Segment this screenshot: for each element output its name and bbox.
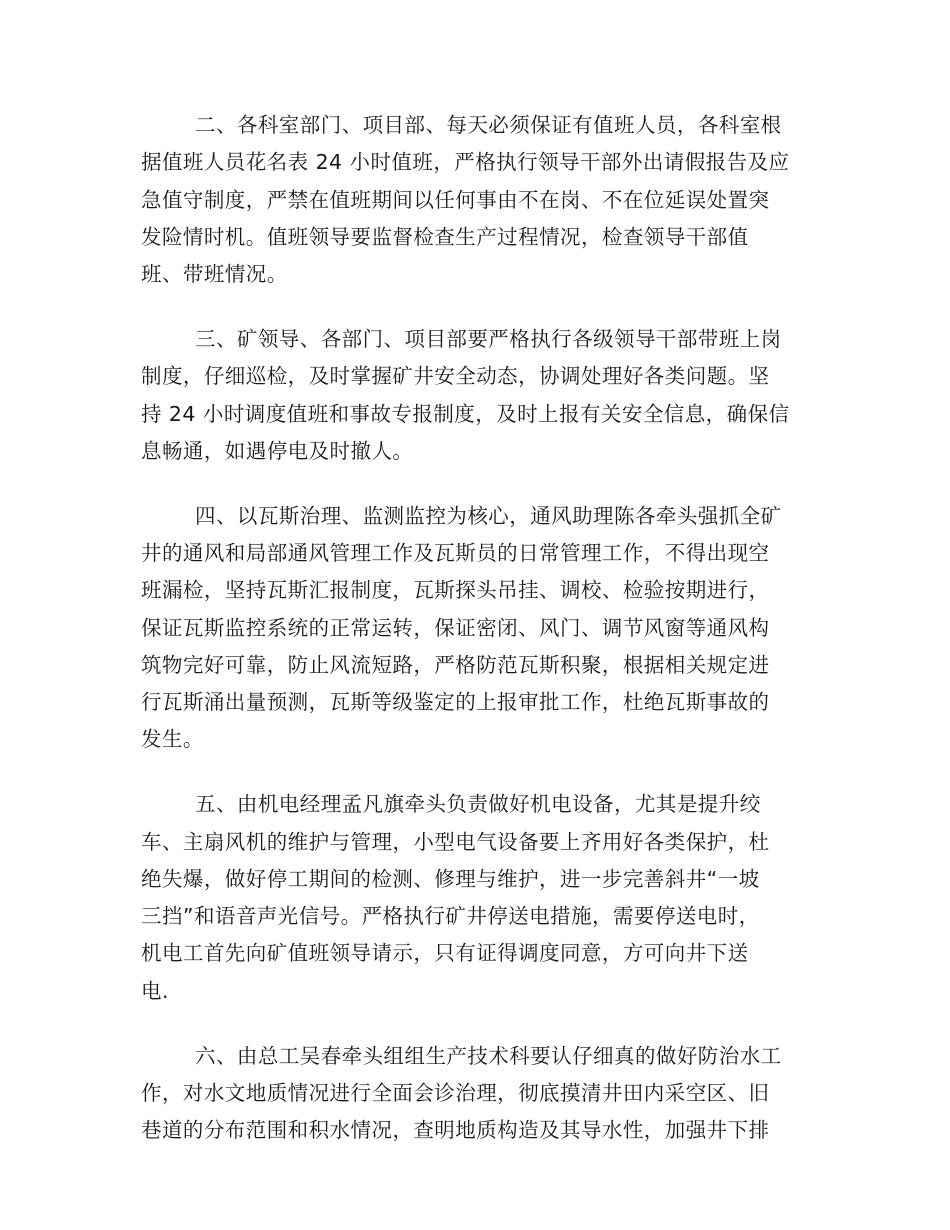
text-line: 发险情时机。值班领导要监督检查生产过程情况，检查领导干部值 [141, 224, 749, 249]
text-line: 电. [141, 978, 169, 1003]
text-line: 息畅通，如遇停电及时撤人。 [141, 438, 414, 463]
paragraph-duty-staffing [141, 107, 821, 293]
text-line: 据值班人员花名表 24 小时值班，严格执行领导干部外出请假报告及应 [141, 150, 790, 175]
text-line: 班漏检，坚持瓦斯汇报制度，瓦斯探头吊挂、调校、检验按期进行， [141, 578, 770, 603]
text-line: 车、主扇风机的维护与管理，小型电气设备要上齐用好各类保护，杜 [141, 829, 770, 854]
text-line: 机电工首先向矿值班领导请示，只有证得调度同意，方可向井下送 [141, 941, 749, 966]
text-line: 绝失爆，做好停工期间的检测、修理与维护，进一步完善斜井“一坡 [141, 866, 760, 891]
document-body [141, 107, 821, 1177]
text-line: 井的通风和局部通风管理工作及瓦斯员的日常管理工作，不得出现空 [141, 540, 770, 565]
paragraph-gas-control [141, 498, 821, 759]
text-line: 班、带班情况。 [141, 262, 288, 287]
text-line: 五、由机电经理孟凡旗牵头负责做好机电设备，尤其是提升绞 [195, 792, 761, 817]
paragraph-water-prevention [141, 1038, 821, 1150]
text-line: 三、矿领导、各部门、项目部要严格执行各级领导干部带班上岗 [195, 326, 782, 351]
text-line: 急值守制度，严禁在值班期间以任何事由不在岗、不在位延误处置突 [141, 187, 770, 212]
text-line: 二、各科室部门、项目部、每天必须保证有值班人员，各科室根 [195, 113, 782, 137]
paragraph-leader-shift [141, 321, 821, 470]
text-line: 保证瓦斯监控系统的正常运转，保证密闭、风门、调节风窗等通风构 [141, 615, 770, 640]
text-line: 制度，仔细巡检，及时掌握矿井安全动态，协调处理好各类问题。坚 [141, 364, 770, 389]
text-line: 巷道的分布范围和积水情况，查明地质构造及其导水性，加强井下排 [141, 1118, 770, 1143]
text-line: 四、以瓦斯治理、监测监控为核心，通风助理陈各牵头强抓全矿 [195, 503, 782, 528]
text-line: 行瓦斯涌出量预测，瓦斯等级鉴定的上报审批工作，杜绝瓦斯事故的 [141, 690, 770, 715]
text-line: 持 24 小时调度值班和事故专报制度，及时上报有关安全信息，确保信 [141, 401, 790, 426]
text-line: 六、由总工吴春牵头组组生产技术科要认仔细真的做好防治水工 [195, 1043, 782, 1068]
paragraph-electromechanical [141, 786, 821, 1010]
text-line: 筑物完好可靠，防止风流短路，严格防范瓦斯积聚，根据相关规定进 [141, 652, 770, 677]
text-line: 发生。 [141, 727, 204, 752]
text-line: 作，对水文地质情况进行全面会诊治理，彻底摸清井田内采空区、旧 [141, 1080, 770, 1105]
text-line: 三挡”和语音声光信号。严格执行矿井停送电措施，需要停送电时， [141, 904, 760, 929]
